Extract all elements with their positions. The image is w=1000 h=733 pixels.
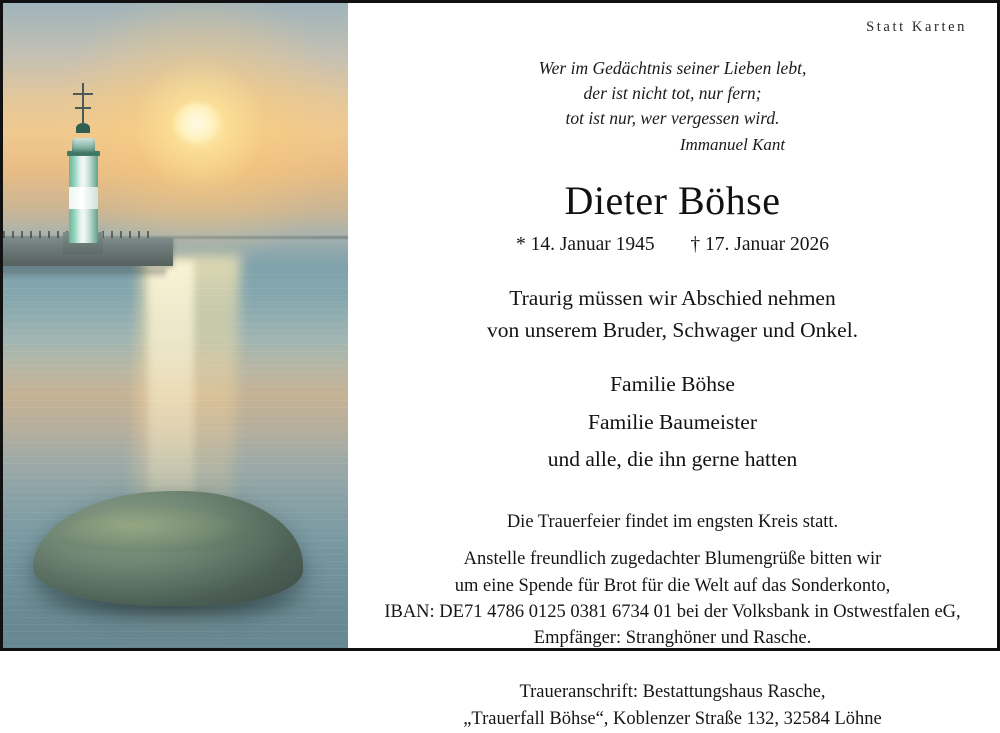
sun-icon [172,103,222,143]
lighthouse-mast [82,83,84,125]
verse-line-2: der ist nicht tot, nur fern; [583,82,762,103]
memorial-verse [370,56,975,157]
donation-request [370,546,975,651]
address-line-1: Traueranschrift: Bestattungshaus Rasche, [519,682,826,703]
life-dates [370,234,975,256]
statt-karten-note: Statt Karten [866,19,967,35]
donation-recipient: Empfänger: Stranghöner und Rasche. [533,628,812,649]
farewell-message [370,282,975,347]
lighthouse-lantern [72,138,95,154]
family-line-2: Familie Baumeister [588,409,757,434]
verse-line-1: Wer im Gedächtnis seiner Lieben lebt, [538,58,807,78]
ceremony-note [370,509,975,536]
verse-line-3: tot ist nur, wer vergessen wird. [565,107,780,128]
donation-line-2: um eine Spende für Brot für die Welt auf das Sonderkonto, [454,575,891,596]
memorial-photo [3,3,348,648]
ceremony-line-1: Die Trauerfeier findet im engsten Kreis statt. [506,512,839,533]
farewell-line-1: Traurig müssen wir Abschied nehmen [509,285,836,310]
birth-date: * 14. Januar 1945 [515,233,655,255]
donation-line-1: Anstelle freundlich zugedachter Blumengrüße bitten wir [463,549,882,570]
farewell-line-2: von unserem Bruder, Schwager und Onkel. [486,317,859,342]
family-line-3: und alle, die ihn gerne hatten [547,447,798,472]
address-line-2: „Trauerfall Böhse“, Koblenzer Straße 132, 32584 Löhne [463,709,882,730]
pier-shadow [3,269,166,279]
sunset-seascape-image [3,3,348,648]
verse-attribution: Immanuel Kant [679,134,786,154]
mourning-families [370,366,975,479]
death-date: † 17. Januar 2026 [690,233,830,255]
donation-iban: IBAN: DE71 4786 0125 0381 6734 01 bei der Volksbank in Ostwestfalen eG, [384,601,961,622]
lighthouse-antenna-upper [73,93,93,95]
funeral-address [370,679,975,733]
family-line-1: Familie Böhse [610,372,735,397]
lighthouse-white-band [69,187,98,209]
deceased-name: Dieter Böhse [564,177,781,223]
obituary-text [348,3,997,730]
lighthouse-antenna-lower [75,107,91,109]
